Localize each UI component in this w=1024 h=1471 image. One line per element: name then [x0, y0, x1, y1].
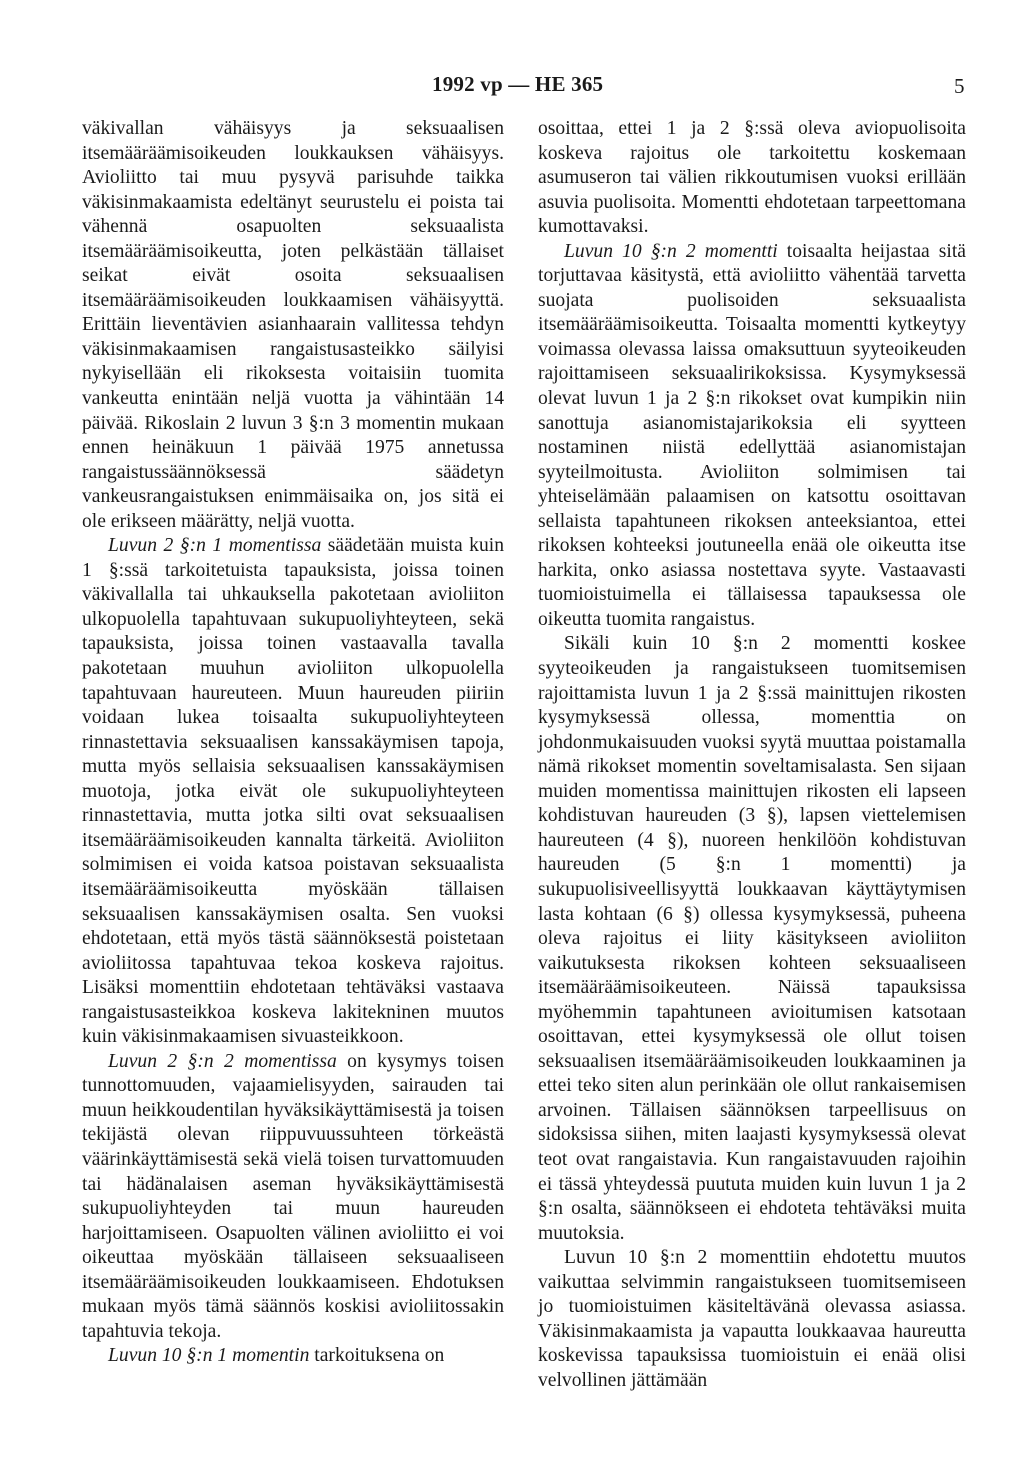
paragraph: Luvun 10 §:n 2 momenttiin ehdotettu muutos vaikuttaa selvimmin rangaistukseen tuomitsemiseen jo tuomioistuimen käsiteltävänä olevassa asiassa. Väkisinmakaamista ja vapautta loukkaavaa haureutta koskevissa tapauksissa tuomioistuin ei enää olisi velvollinen jättämään	[538, 1247, 966, 1391]
paragraph: Sikäli kuin 10 §:n 2 momentti koskee syyteoikeuden ja rangaistukseen tuomitsemisen rajoittamista luvun 1 ja 2 §:ssä mainittujen rikosten kysymyksessä ollessa, momenttia on johdonmukaisuuden vuoksi syytä muuttaa poistamalla nämä rikokset momentin soveltamisalasta. Sen sijaan muiden momentissa mainittujen rikosten eli lapseen kohdistuvan haureuden (3 §), lapsen viettelemisen haureuteen (4 §), nuoreen henkilöön kohdistuvan haureuden (5 §:n 1 momentti) ja sukupuolisiveellisyyttä loukkaavan käyttäytymisen lasta kohtaan (6 §) ollessa kysymyksessä, puheena oleva rajoitus ei liity käsitykseen avioliiton vaikutuksesta rikoksen kohteen seksuaaliseen itsemääräämisoikeuteen. Näissä tapauksissa myöhemmin tapahtuneen avioitumisen katsotaan osoittavan, ettei kysymyksessä ole ollut toisen seksuaalisen itsemääräämisoikeuden loukkaaminen ja ettei teko siten alun perinkään ole ollut rankaisemisen arvoinen. Tällaisen säännöksen tarpeellisuus on sidoksissa siihen, miten laajasti kysymyksessä olevat teot ovat rangaistavia. Kun rangaistavuuden rajoihin ei tässä yhteydessä puututa muiden kuin luvun 1 ja 2 §:n osalta, säännökseen ei ehdoteta tehtäväksi muita muutoksia.	[538, 633, 966, 1244]
paragraph	[82, 1050, 504, 1345]
paragraph: väkivallan vähäisyys ja seksuaalisen itsemääräämisoikeuden loukkauksen vähäisyys. Avioliitto tai muu pysyvä parisuhde taikka väkisinmakaamista edeltänyt seurustelu ei poista tai vähennä osapuolten seksuaalista itsemääräämisoikeutta, joten pelkästään tällaiset seikat eivät osoita seksuaalisen itsemääräämisoikeuden loukkaamisen vähäisyyttä. Erittäin lieventävien asianhaarain vallitessa tehdyn väkisinmakaamisen rangaistusasteikko säilyisi nykyisellään eli rikoksesta voitaisiin tuomita vankeutta enintään neljä vuotta ja vähintään 14 päivää. Rikoslain 2 luvun 3 §:n 3 momentin mukaan ennen heinäkuun 1 päivää 1975 annetussa rangaistussäännöksessä säädetyn vankeusrangaistuksen enimmäisaika on, jos sitä ei ole erikseen määrätty, neljä vuotta.	[82, 118, 504, 532]
paragraph: osoittaa, ettei 1 ja 2 §:ssä oleva aviopuolisoita koskeva rajoitus ole tarkoitettu koskemaan asumuseron tai välien rikkoutumisen vuoksi erillään asuvia puolisoita. Momentti ehdotetaan tarpeettomana kumottavaksi.	[538, 118, 966, 238]
section-reference: Luvun 10 §:n 2 momentti	[564, 240, 778, 262]
section-reference: Luvun 10 §:n 1 momentin	[108, 1345, 310, 1367]
paragraph	[82, 1344, 504, 1369]
paragraph-text: toisaalta heijastaa sitä torjuttavaa käsitystä, että avioliitto vähentää tarvetta suojata puolisoiden seksuaalista itsemääräämisoikeutta. Toisaalta momentti kytkeytyy voimassa olevassa laissa omaksuttuun syyteoikeuden rajoittamiseen seksuaalirikoksissa. Kysymyksessä olevat luvun 1 ja 2 §:n rikokset ovat kumpikin niin sanottuja asianomistajarikoksia eli syytteen nostaminen niistä edellyttää asianomistajan syyteilmoitusta. Avioliiton solmimisen tai yhteiselämään palaamisen on katsottu osoittavan sellaista tapahtuneen rikoksen anteeksiantoa, ettei rikoksen kohteeksi joutuneella enää ole oikeutta itse harkita, onko asiassa nostettava syyte. Vastaavasti tuomioistuimella ei tällaisessa tapauksessa ole oikeutta tuomita rangaistus.	[538, 240, 967, 630]
document-title: 1992 vp — HE 365	[432, 72, 604, 96]
paragraph	[538, 240, 966, 633]
page-number: 5	[954, 74, 965, 98]
paragraph-text: tarkoituksena on	[309, 1345, 445, 1367]
paragraph-text: säädetään muista kuin 1 §:ssä tarkoitetuista tapauksista, joissa toinen väkivallalla tai uhkauksella pakotetaan avioliiton ulkopuolella tapahtuvaan sukupuoliyhteyteen, sekä tapauksista, joissa toinen vastaavalla tavalla pakotetaan muuhun avioliiton ulkopuolella tapahtuvaan haureuteen. Muun haureuden piiriin voidaan lukea toisaalta sukupuoliyhteyteen rinnastettavia seksuaalisen kanssakäymisen tapoja, mutta myös sellaisia seksuaalisen kanssakäymisen muotoja, jotka eivät ole sukupuoliyhteyteen rinnastettavia, mutta jotka silti ovat seksuaalisen itsemääräämisoikeuden kannalta tärkeitä. Avioliiton solmimisen ei voida katsoa poistavan seksuaalista itsemääräämisoikeutta myöskään tällaisen seksuaalisen kanssakäymisen osalta. Sen vuoksi ehdotetaan, että myös tästä säännöksestä poistetaan avioliitossa tapahtuvaa tekoa koskeva rajoitus. Lisäksi momenttiin ehdotetaan tehtäväksi vastaava rangaistusasteikkoa koskeva lakitekninen muutos kuin väkisinmakaamisen sivuasteikkoon.	[82, 535, 504, 1048]
paragraph-text: on kysymys toisen tunnottomuuden, vajaamielisyyden, sairauden tai muun heikkoudentilan hyväksikäyttämisestä ja toisen tekijästä olevan riippuvuussuhteen törkeästä väärinkäyttämisestä sekä vielä toisen turvattomuuden tai hädänalaisen aseman hyväksikäyttämisestä sukupuoliyhteyden tai muun haureuden harjoittamiseen. Osapuolten välinen avioliitto ei voi oikeuttaa myöskään tällaiseen seksuaaliseen itsemääräämisoikeuden loukkaamiseen. Ehdotuksen mukaan myös tämä säännös koskisi avioliitossakin tapahtuvia tekoja.	[82, 1050, 504, 1342]
page-header	[0, 72, 1024, 104]
right-column	[538, 117, 966, 1393]
left-column	[82, 117, 504, 1369]
section-reference: Luvun 2 §:n 2 momentissa	[108, 1050, 337, 1072]
section-reference: Luvun 2 §:n 1 momentissa	[108, 535, 322, 557]
paragraph	[82, 534, 504, 1049]
